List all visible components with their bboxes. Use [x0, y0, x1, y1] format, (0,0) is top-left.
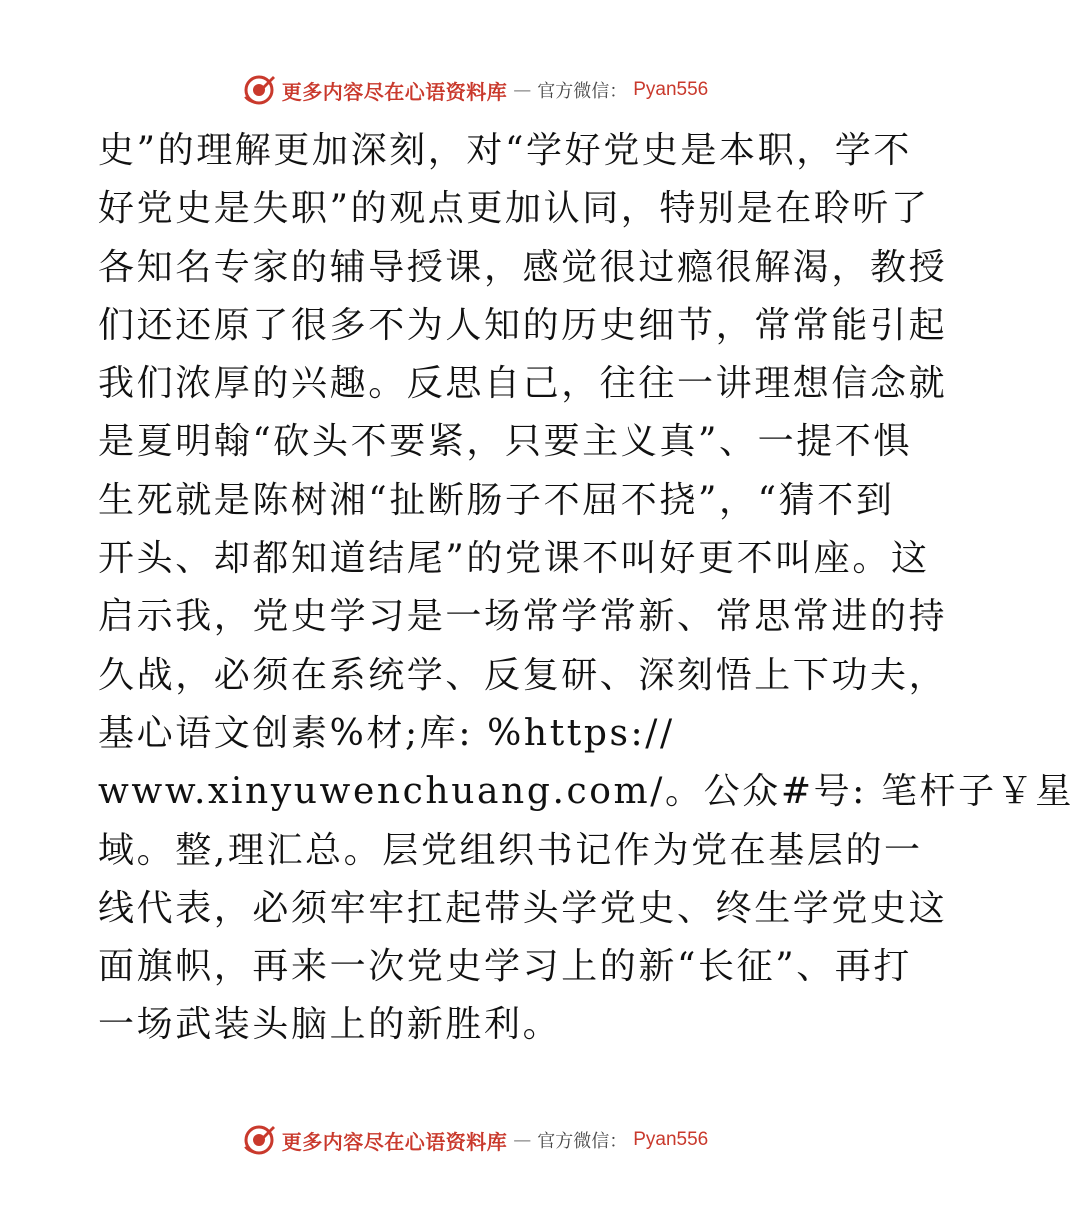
text-line-10: 久战，必须在系统学、反复研、深刻悟上下功夫， [98, 654, 948, 696]
document-body [98, 122, 1074, 1055]
text-line-7: 生死就是陈树湘“扯断肠子不屈不挠”，“猜不到 [98, 479, 895, 521]
header-brand-text: 更多内容尽在心语资料库 [281, 79, 508, 104]
header-wechat-id: Pyan556 [633, 79, 709, 100]
header-banner [0, 70, 950, 110]
text-line-16: 一场武装头脑上的新胜利。 [98, 1004, 562, 1046]
text-line-1: 史”的理解更加深刻，对“学好党史是本职，学不 [98, 130, 913, 171]
text-line-9: 启示我，党史学习是一场常学常新、常思常进的持 [98, 596, 948, 638]
text-line-2: 好党史是失职”的观点更加认同，特别是在聆听了 [98, 188, 930, 230]
footer-official-label: 官方微信： [537, 1131, 628, 1152]
text-line-4: 们还还原了很多不为人知的历史细节，常常能引起 [98, 304, 948, 346]
red-quill-circle-icon [242, 73, 276, 107]
footer-separator: — [513, 1129, 532, 1151]
footer-wechat-id: Pyan556 [633, 1129, 709, 1150]
text-line-15: 面旗帜，再来一次党史学习上的新“长征”、再打 [98, 946, 913, 988]
text-line-11: 基心语文创素%材;库: %https:// [98, 712, 675, 754]
text-line-3: 各知名专家的辅导授课，感觉很过瘾很解渴，教授 [98, 246, 948, 288]
text-line-14: 线代表，必须牢牢扛起带头学党史、终生学党史这 [98, 887, 948, 929]
text-line-6: 是夏明翰“砍头不要紧，只要主义真”、一提不惧 [98, 421, 913, 463]
footer-brand-text: 更多内容尽在心语资料库 [281, 1129, 508, 1154]
text-line-5: 我们浓厚的兴趣。反思自己，往往一讲理想信念就 [98, 363, 948, 405]
header-separator: — [513, 79, 532, 101]
text-line-13: 域。整,理汇总。层党组织书记作为党在基层的一 [98, 829, 923, 871]
header-official-label: 官方微信： [537, 81, 628, 102]
text-line-8: 开头、却都知道结尾”的党课不叫好更不叫座。这 [98, 538, 930, 580]
text-line-12: www.xinyuwenchuang.com/。公众#号: 笔杆子￥星 [98, 771, 1074, 813]
footer-banner [0, 1120, 950, 1160]
red-quill-circle-icon [242, 1123, 276, 1157]
